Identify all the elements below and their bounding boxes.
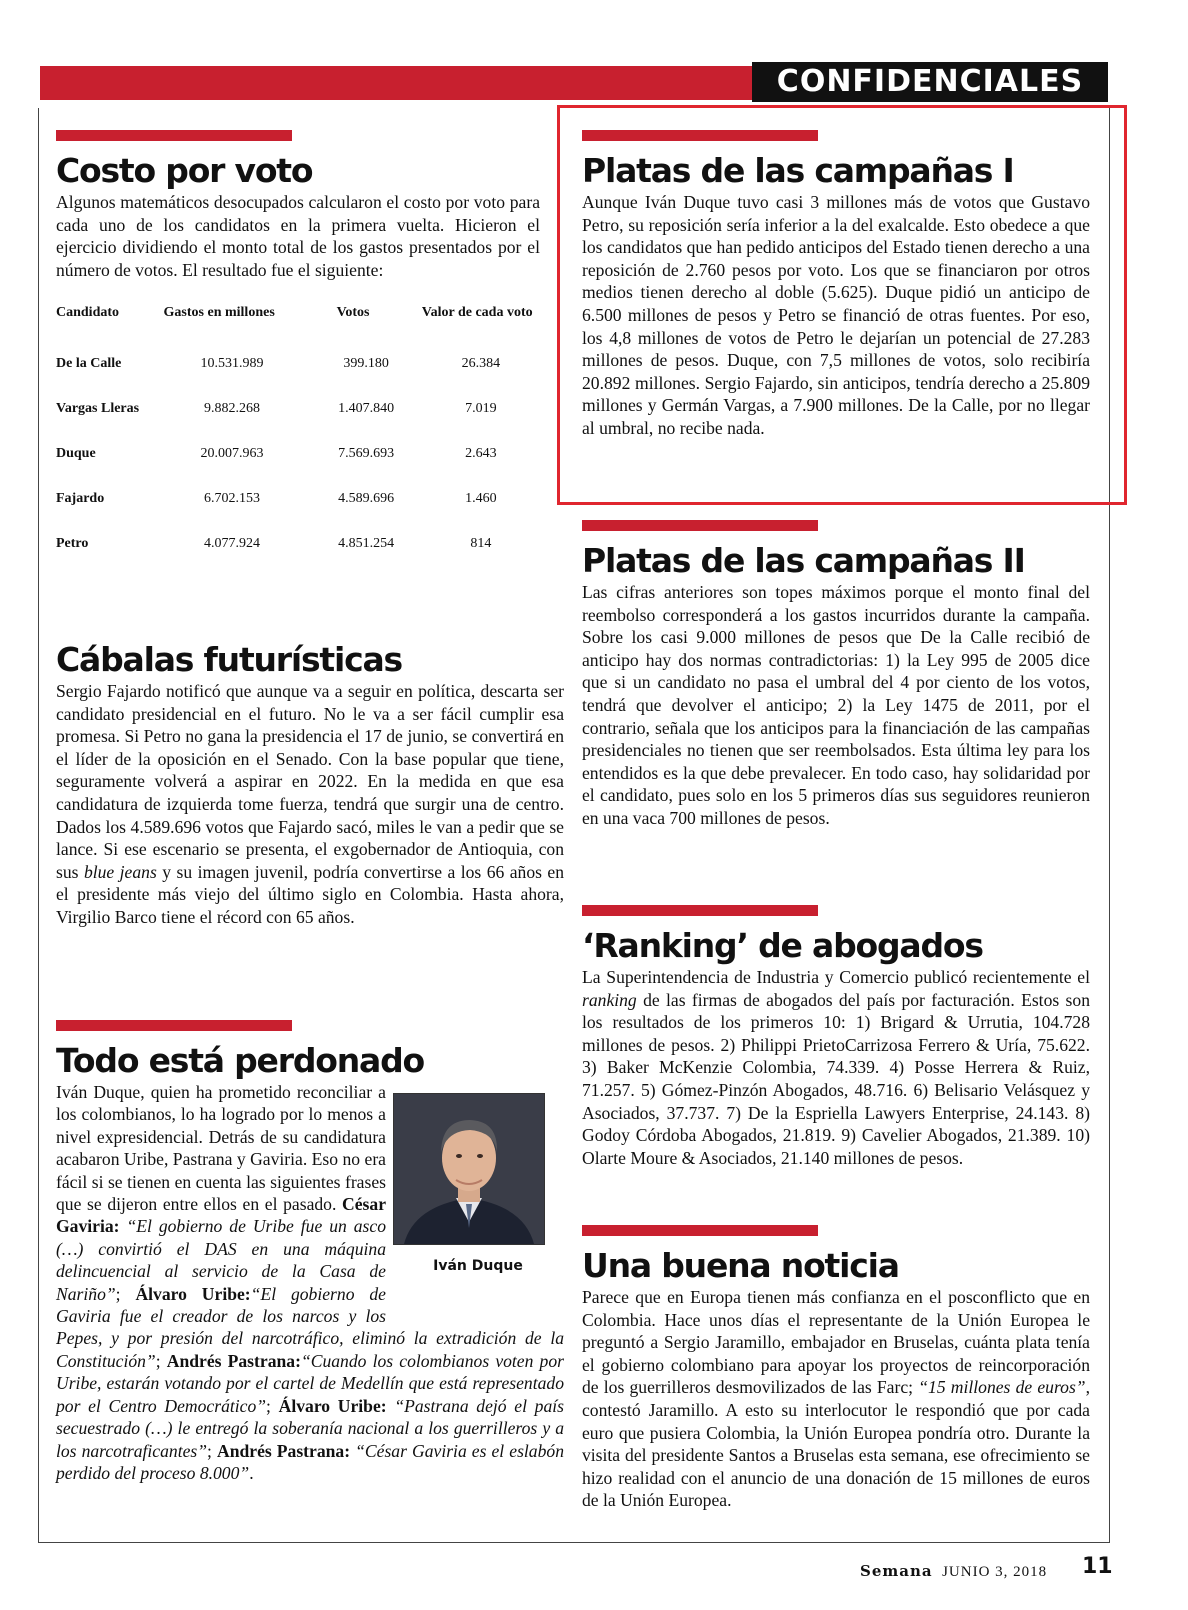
cell-candidato: De la Calle [56,355,122,371]
page-number: 11 [1082,1554,1113,1579]
article-ranking-abogados [582,905,1090,1169]
cell-valor: 26.384 [461,355,501,371]
article-platas-campanas-2 [582,520,1090,830]
header-red-band [40,66,752,100]
cell-gastos: 10.531.989 [200,355,264,371]
article-headline: Platas de las campañas II [582,541,1025,580]
cell-votos: 399.180 [343,355,389,371]
issue-date: JUNIO 3, 2018 [942,1564,1048,1580]
magazine-name: Semana [860,1562,933,1580]
col-header-gastos: Gastos en millones [163,305,275,321]
article-body: Parece que en Europa tienen más confianza en el posconflicto que en Colombia. Hace unos días el representante de la Unión Europea le preguntó a Sergio Jaramillo, embajador en Bruselas, cuánta plata tenía el gobierno colombiano para apoyar los proyectos de reincorporación de los guerrilleros desmovilizados de las Farc; “15 millones de euros”, contestó Jaramillo. A esto su interlocutor le respondió que por cada euro que pusiera Colombia, la Unión Europea pondría otro. Durante la visita del presidente Santos a Bruselas esta semana, ese ofrecimiento se hizo realidad con el anuncio de una donación de 15 millones de euros de la Unión Europea. [582,1287,1091,1511]
cell-votos: 4.851.254 [338,535,395,551]
article-headline: Cábalas futurísticas [56,640,402,679]
article-red-bar [582,1225,818,1236]
table-row [56,386,540,431]
cell-candidato: Vargas Lleras [56,400,140,416]
cell-gastos: 4.077.924 [204,535,261,551]
col-header-candidato: Candidato [56,305,120,321]
table-row [56,521,540,566]
ivan-duque-photo [393,1093,545,1245]
col-header-valor: Valor de cada voto [421,305,533,321]
article-cabalas-futuristicas [56,640,564,929]
article-body: Iván Duque, quien ha prometido reconciliar a los colombianos, lo ha logrado por lo menos a nivel expresidencial. Detrás de su candidatura acabaron Uribe, Pastrana y Gaviria. Eso no era fácil si se tienen en cuenta las siguientes frases que se dijeron entre ellos en el pasado. César Gaviria: “El gobierno de Uribe fue un asco (…) convirtió el DAS en una máquina delincuencial al servicio de la Casa de Nariño”; Álvaro Uribe:“El gobierno de Gaviria fue el creador de los narcos y los Pepes, y por presión del narcotráfico, eliminó la extradición de la Constitución”; Andrés Pastrana:“Cuando los colombianos voten por Uribe, estarán votando por el cartel de Medellín que está representado por el Centro Democrático”; Álvaro Uribe: “Pastrana dejó el país secuestrado (…) le entregó la soberanía nacional a los guerrilleros y a los narcotraficantes”; Andrés Pastrana: “César Gaviria es el eslabón perdido del proceso 8.000”. [56,1082,564,1483]
table-header-row [56,303,540,341]
cell-valor: 814 [470,535,492,551]
table-row [56,341,540,386]
page-footer [860,1562,1047,1581]
section-label: CONFIDENCIALES [752,62,1108,102]
article-costo-por-voto [56,130,540,566]
table-row [56,431,540,476]
article-red-bar [582,905,818,916]
article-body: Algunos matemáticos desocupados calcularon el costo por voto para cada uno de los candidatos en la primera vuelta. Hicieron el ejercicio dividiendo el monto total de los gastos presentados por el número de votos. El resultado fue el siguiente: [56,192,540,280]
article-headline: Platas de las campañas I [582,151,1014,190]
cell-candidato: Fajardo [56,490,105,506]
votes-table [56,303,540,566]
article-body: Sergio Fajardo notificó que aunque va a seguir en política, descarta ser candidato presidencial en el futuro. No le va a ser fácil cumplir esa promesa. Si Petro no gana la presidencia el 17 de junio, se convertirá en el líder de la oposición en el Senado. Con la base popular que tiene, seguramente volverá a aspirar en 2022. En la medida en que esa candidatura de izquierda tome fuerza, tendrá que surgir una de centro. Dados los 4.589.696 votos que Fajardo sacó, miles le van a pedir que se lance. Si ese escenario se presenta, el exgobernador de Antioquia, con sus blue jeans y su imagen juvenil, podría convertirse a los 66 años en el presidente más viejo del último siglo en Colombia. Hasta ahora, Virgilio Barco tiene el récord con 65 años. [56,681,565,927]
article-headline: ‘Ranking’ de abogados [582,926,983,965]
cell-votos: 1.407.840 [338,400,395,416]
article-headline: Costo por voto [56,151,313,190]
cell-valor: 1.460 [465,490,497,506]
cell-valor: 7.019 [465,400,497,416]
cell-gastos: 20.007.963 [200,445,264,461]
cell-votos: 7.569.693 [338,445,395,461]
cell-gastos: 6.702.153 [204,490,261,506]
cell-gastos: 9.882.268 [204,400,261,416]
photo-caption: Iván Duque [433,1258,523,1274]
article-una-buena-noticia [582,1225,1090,1512]
article-headline: Una buena noticia [582,1246,899,1285]
cell-valor: 2.643 [465,445,497,461]
cell-candidato: Duque [56,445,96,461]
article-headline: Todo está perdonado [56,1041,424,1080]
article-todo-esta-perdonado [56,1020,564,1484]
article-red-bar [56,1020,292,1031]
article-red-bar [582,130,818,141]
portrait-illustration [394,1094,544,1244]
article-body: Aunque Iván Duque tuvo casi 3 millones más de votos que Gustavo Petro, su reposición sería inferior a la del exalcalde. Esto obedece a que los candidatos que han pedido anticipos del Estado tienen derecho a una reposición de 2.760 pesos por voto. Los que se financiaron por otros medios tienen derecho al doble (5.625). Duque pidió un anticipo de 6.500 millones de pesos y Petro se financió de otras fuentes. Por eso, los 4,8 millones de votos de Petro le dejarían un potencial de 27.283 millones de pesos. Duque, con 7,5 millones de votos, solo recibiría 20.892 millones. Sergio Fajardo, sin anticipos, tendría derecho a 25.809 millones y Germán Vargas, a 7.900 millones. De la Calle, por no llegar al umbral, no recibe nada. [582,192,1090,438]
article-body: Las cifras anteriores son topes máximos porque el monto final del reembolso corresponderá a los gastos incurridos durante la campaña. Sobre los casi 9.000 millones de pesos que De la Calle recibió de anticipo hay dos normas contradictorias: 1) la Ley 995 de 2005 dice que si un candidato no pasa el umbral del 4 por ciento de los votos, tendrá que devolver el anticipo; 2) la Ley 1475 de 2011, por el contrario, señala que los anticipos para la financiación de las campañas presidenciales no tienen que ser reembolsados. Esta última ley para los entendidos es la que debe prevalecer. En todo caso, hay solidaridad por el candidato, pues solo en los 5 primeros días sus seguidores reunieron en una vaca 700 millones de pesos. [582,582,1090,828]
article-red-bar [56,130,292,141]
article-red-bar [582,520,818,531]
col-header-votos: Votos [336,305,370,321]
cell-candidato: Petro [56,535,89,551]
article-platas-campanas-1 [582,130,1090,440]
cell-votos: 4.589.696 [338,490,395,506]
table-row [56,476,540,521]
article-body: La Superintendencia de Industria y Comercio publicó recientemente el ranking de las firmas de abogados del país por facturación. Estos son los resultados de los primeros 10: 1) Brigard & Urrutia, 104.728 millones de pesos. 2) Philippi PrietoCarrizosa Ferrero & Uría, 75.622. 3) Baker McKenzie Colombia, 74.339. 4) Posse Herrera & Ruiz, 71.257. 5) Gómez-Pinzón Abogados, 48.716. 6) Belisario Velásquez y Asociados, 37.737. 7) De la Espriella Lawyers Enterprise, 24.143. 8) Godoy Córdoba Abogados, 21.819. 9) Cavelier Abogados, 21.389. 10) Olarte Moure & Asociados, 21.140 millones de pesos. [582,967,1090,1168]
